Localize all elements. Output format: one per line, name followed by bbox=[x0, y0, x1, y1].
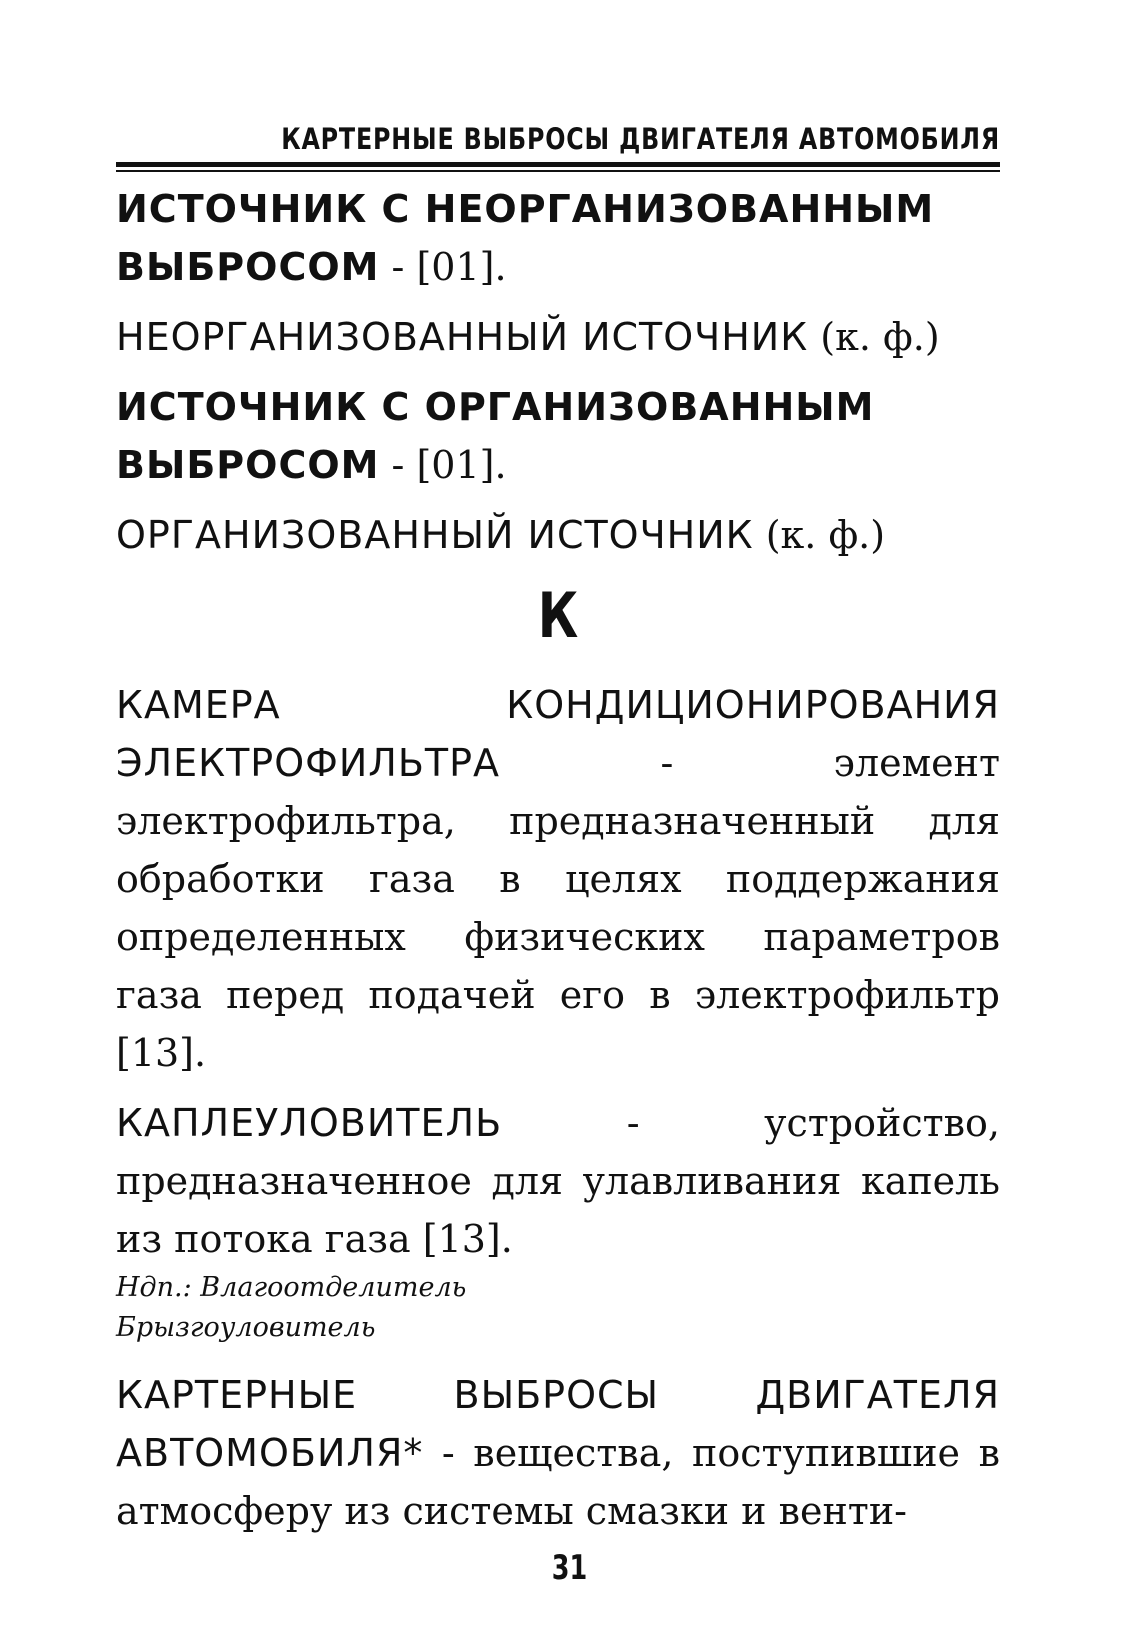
glossary-entry bbox=[116, 506, 1000, 564]
entry-definition: (к. ф.) bbox=[808, 315, 940, 359]
entry-definition: - [01]. bbox=[379, 245, 507, 289]
non-recommended-term: Ндп.: Влагоотделитель bbox=[116, 1272, 467, 1303]
section-letter: К bbox=[537, 579, 579, 652]
entry-term: ОРГАНИЗОВАННЫЙ ИСТОЧНИК bbox=[116, 513, 754, 557]
entry-definition: - [01]. bbox=[379, 443, 507, 487]
glossary-entry bbox=[116, 180, 1000, 296]
entry-term: ИСТОЧНИК С ОРГАНИЗОВАННЫМ ВЫБРОСОМ bbox=[116, 385, 875, 487]
running-head: КАРТЕРНЫЕ ВЫБРОСЫ ДВИГАТЕЛЯ АВТОМОБИЛЯ bbox=[281, 122, 1000, 156]
entry-definition: - устройство, предназначенное для улавливания капель из потока газа [13]. bbox=[116, 1101, 1000, 1261]
entry-notes bbox=[116, 1268, 1000, 1348]
entry-term: НЕОРГАНИЗОВАННЫЙ ИСТОЧНИК bbox=[116, 315, 809, 359]
entry-definition: (к. ф.) bbox=[753, 513, 886, 557]
entry-term: КАПЛЕУЛОВИТЕЛЬ bbox=[116, 1101, 503, 1145]
entry-term: КАМЕРА КОНДИЦИОНИРОВАНИЯ ЭЛЕКТРОФИЛЬТРА bbox=[116, 683, 1000, 785]
glossary-entry bbox=[116, 1366, 1000, 1540]
entry-term: ИСТОЧНИК С НЕОРГАНИЗОВАННЫМ ВЫБРОСОМ bbox=[116, 187, 935, 289]
glossary-content bbox=[116, 180, 1000, 1552]
entry-definition: - элемент электрофильтра, предназначенный для обработки газа в целях поддержания определенных физических параметров газа перед подачей его в электрофильтр [13]. bbox=[116, 741, 1000, 1075]
entry-term: КАРТЕРНЫЕ ВЫБРОСЫ ДВИГАТЕЛЯ АВТОМОБИЛЯ* bbox=[116, 1373, 1000, 1475]
header-rule-thin bbox=[116, 170, 1000, 172]
page-number: 31 bbox=[551, 1548, 588, 1588]
non-recommended-term: Брызгоуловитель bbox=[116, 1312, 376, 1343]
glossary-entry bbox=[116, 1094, 1000, 1268]
glossary-entry bbox=[116, 676, 1000, 1082]
entry-definition: - вещества, поступившие в атмосферу из системы смазки и венти- bbox=[116, 1431, 1000, 1533]
glossary-entry bbox=[116, 378, 1000, 494]
header-rule-thick bbox=[116, 162, 1000, 167]
glossary-entry bbox=[116, 308, 1000, 366]
